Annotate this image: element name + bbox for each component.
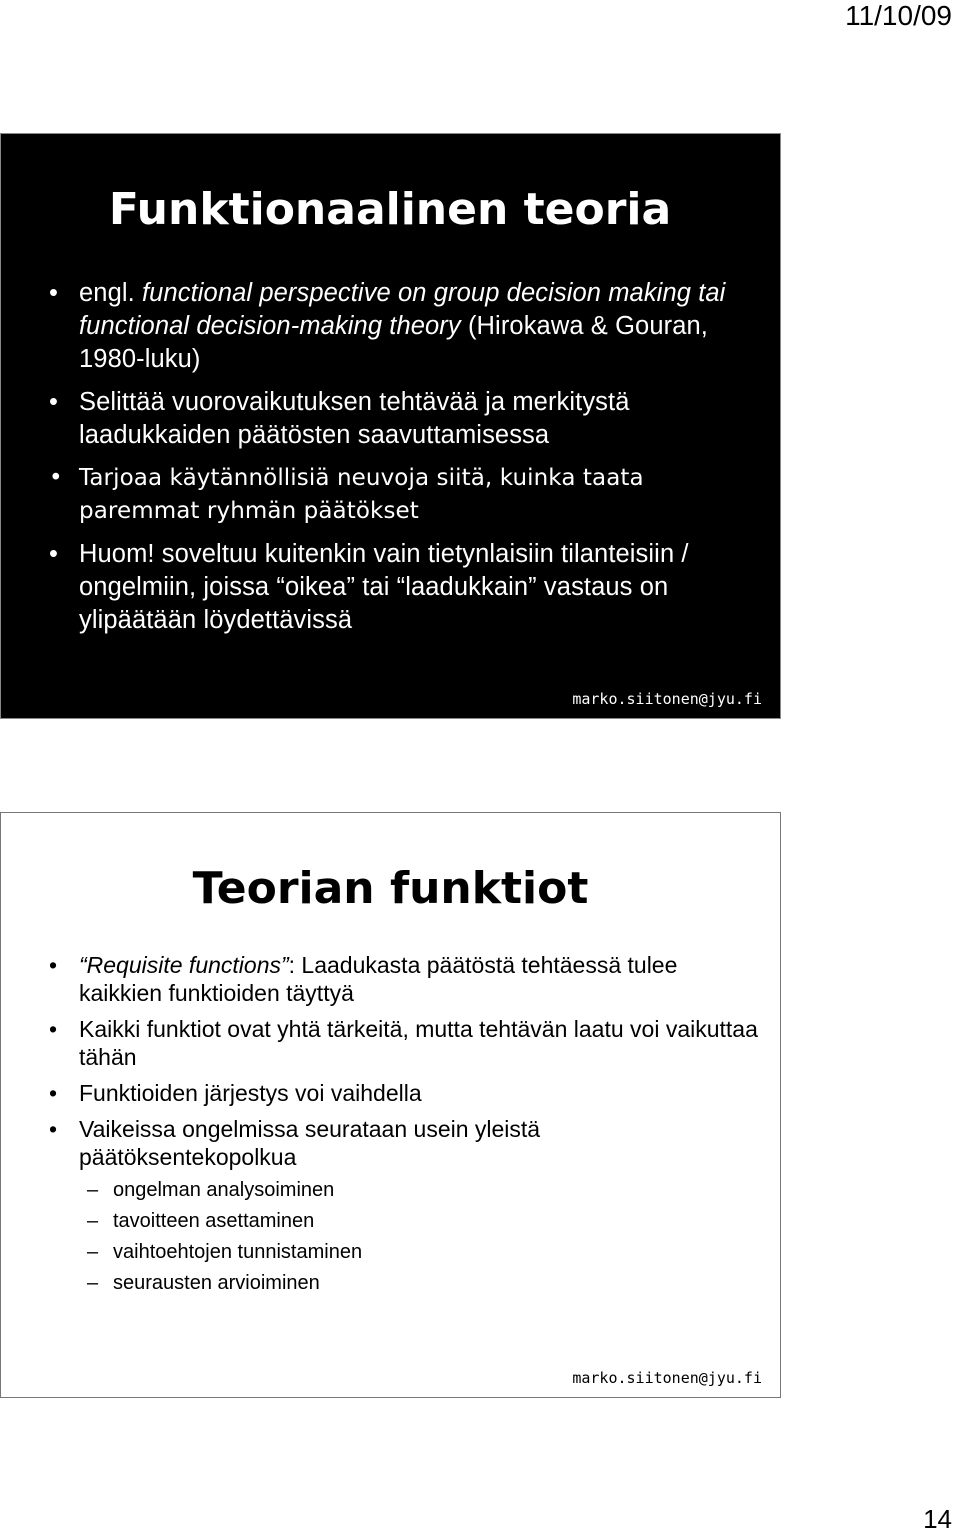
- bullet-text: Tarjoaa käytännöllisiä neuvoja siitä, kuinka taata paremmat ryhmän päätökset: [79, 465, 644, 524]
- page-number: 14: [923, 1504, 952, 1534]
- sub-bullet-text: tavoitteen asettaminen: [113, 1210, 315, 1232]
- bullet-icon: •: [49, 1016, 58, 1042]
- bullet-icon: •: [49, 1116, 58, 1142]
- sub-bullet-item: [79, 1206, 758, 1237]
- bullet-icon: •: [49, 465, 63, 491]
- slide-theory-functions: [0, 812, 781, 1398]
- bullet-item: [49, 538, 758, 637]
- bullet-item: [49, 277, 758, 376]
- sub-bullet-text: ongelman analysoiminen: [113, 1179, 335, 1201]
- bullet-icon: •: [49, 540, 59, 568]
- bullet-icon: •: [49, 388, 59, 416]
- page-date: 11/10/09: [845, 0, 952, 31]
- bullet-text: Huom! soveltuu kuitenkin vain tietynlaisiin tilanteisiin / ongelmiin, joissa “oikea” tai “laadukkain” vastaus on ylipäätään löydettävissä: [79, 540, 689, 634]
- bullet-text-italic: “Requisite functions”: [79, 952, 289, 978]
- slide-functional-theory: [0, 133, 781, 719]
- bullet-text-italic: functional perspective on group decision making tai functional decision-making theory: [79, 279, 726, 340]
- bullet-list: [49, 277, 758, 647]
- bullet-text-prefix: engl.: [79, 279, 142, 307]
- bullet-item: [49, 1015, 758, 1071]
- bullet-text-suffix: (Hirokawa & Gouran, 1980-luku): [79, 312, 708, 373]
- slide-title: Funktionaalinen teoria: [108, 184, 672, 235]
- sub-bullet-item: [79, 1175, 758, 1206]
- dash-icon: –: [87, 1210, 99, 1232]
- bullet-icon: •: [49, 952, 58, 978]
- slide-title: Teorian funktiot: [192, 863, 589, 914]
- bullet-text: Kaikki funktiot ovat yhtä tärkeitä, mutta tehtävän laatu voi vaikuttaa tähän: [79, 1016, 758, 1070]
- bullet-text: Funktioiden järjestys voi vaihdella: [79, 1080, 422, 1106]
- sub-bullet-item: [79, 1268, 758, 1299]
- sub-bullet-item: [79, 1237, 758, 1268]
- sub-bullet-text: seurausten arvioiminen: [113, 1272, 320, 1294]
- bullet-icon: •: [49, 279, 59, 307]
- bullet-list: [49, 951, 758, 1307]
- bullet-item: [49, 1115, 758, 1299]
- bullet-item: [49, 1079, 758, 1107]
- author-email: marko.siitonen@jyu.fi: [572, 690, 762, 708]
- sub-bullet-text: vaihtoehtojen tunnistaminen: [113, 1241, 363, 1263]
- dash-icon: –: [87, 1241, 99, 1263]
- bullet-item: [49, 951, 758, 1007]
- bullet-text: : Laadukasta päätöstä tehtäessä tulee kaikkien funktioiden täyttyä: [79, 952, 678, 1006]
- author-email: marko.siitonen@jyu.fi: [572, 1369, 762, 1387]
- bullet-text: Selittää vuorovaikutuksen tehtävää ja merkitystä laadukkaiden päätösten saavuttamisessa: [79, 388, 630, 449]
- dash-icon: –: [87, 1179, 99, 1201]
- bullet-icon: •: [49, 1080, 58, 1106]
- dash-icon: –: [87, 1272, 99, 1294]
- bullet-text: Vaikeissa ongelmissa seurataan usein yleistä päätöksentekopolkua: [79, 1116, 541, 1170]
- sub-bullet-list: [79, 1175, 758, 1299]
- bullet-item: [49, 386, 758, 452]
- bullet-item: [49, 462, 758, 528]
